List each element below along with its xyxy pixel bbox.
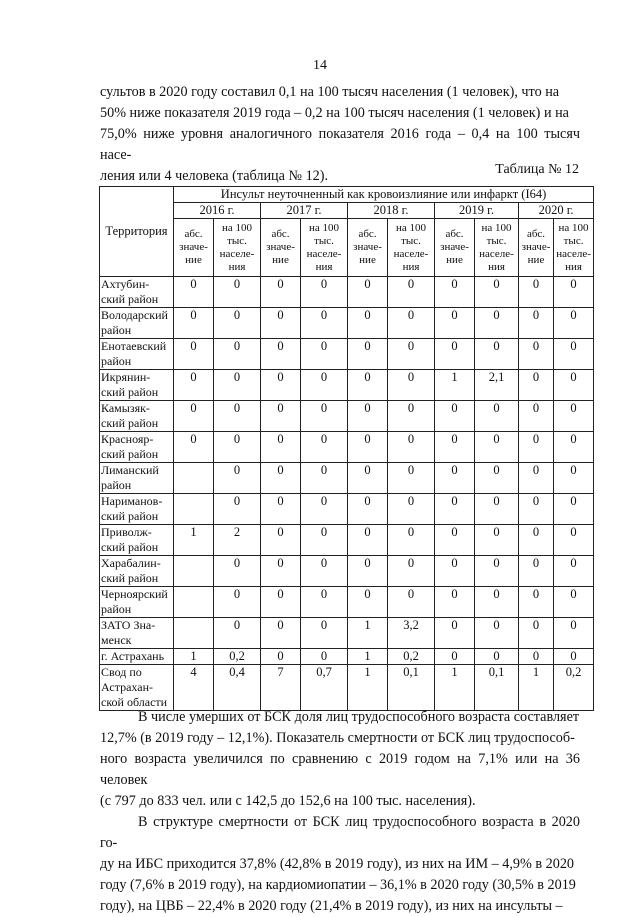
rate-value-cell: 0 xyxy=(554,432,594,463)
table-body xyxy=(100,277,594,711)
abs-value-cell xyxy=(174,463,214,494)
territory-cell: Лиманский район xyxy=(100,463,174,494)
rate-value-cell: 0 xyxy=(214,277,261,308)
abs-value-cell: 4 xyxy=(174,665,214,711)
rate-value-cell: 0,1 xyxy=(388,665,435,711)
rate-value-cell: 0 xyxy=(388,401,435,432)
abs-value-cell: 0 xyxy=(261,649,301,665)
rate-value-cell: 0 xyxy=(214,494,261,525)
rate-value-cell: 3,2 xyxy=(388,618,435,649)
rate-value-cell: 0 xyxy=(475,339,519,370)
rate-value-cell: 0 xyxy=(475,401,519,432)
table-row xyxy=(100,277,594,308)
abs-value-cell: 0 xyxy=(348,277,388,308)
table-row xyxy=(100,401,594,432)
abs-value-cell: 0 xyxy=(348,401,388,432)
rate-value-cell: 0 xyxy=(214,463,261,494)
table-row xyxy=(100,587,594,618)
abs-value-cell: 0 xyxy=(348,432,388,463)
rate-value-cell: 0 xyxy=(554,525,594,556)
table-row xyxy=(100,308,594,339)
rate-value-cell: 0 xyxy=(554,401,594,432)
sub-header-per100k: на 100 тыс. населе-ния xyxy=(475,219,519,277)
abs-value-cell: 0 xyxy=(261,370,301,401)
rate-value-cell: 0 xyxy=(388,308,435,339)
abs-value-cell xyxy=(174,494,214,525)
territory-cell: Нариманов-ский район xyxy=(100,494,174,525)
abs-value-cell: 0 xyxy=(261,401,301,432)
abs-value-cell: 0 xyxy=(519,432,554,463)
abs-value-cell: 0 xyxy=(348,525,388,556)
table-row xyxy=(100,339,594,370)
abs-value-cell: 1 xyxy=(348,665,388,711)
territory-cell: Володарский район xyxy=(100,308,174,339)
rate-value-cell: 0 xyxy=(301,649,348,665)
text-line: 50% ниже показателя 2019 года – 0,2 на 100 тысяч населения (1 человек) и на xyxy=(100,105,569,121)
sub-header-per100k: на 100 тыс. населе-ния xyxy=(214,219,261,277)
rate-value-cell: 0 xyxy=(214,432,261,463)
rate-value-cell: 0 xyxy=(301,618,348,649)
table-row xyxy=(100,618,594,649)
rate-value-cell: 0 xyxy=(214,370,261,401)
abs-value-cell: 0 xyxy=(174,370,214,401)
abs-value-cell: 0 xyxy=(261,587,301,618)
rate-value-cell: 0 xyxy=(301,308,348,339)
abs-value-cell: 0 xyxy=(261,308,301,339)
rate-value-cell: 0 xyxy=(301,370,348,401)
territory-cell: Свод по Астрахан-ской области xyxy=(100,665,174,711)
abs-value-cell: 0 xyxy=(348,339,388,370)
rate-value-cell: 0,7 xyxy=(301,665,348,711)
rate-value-cell: 0 xyxy=(475,494,519,525)
abs-value-cell: 0 xyxy=(261,494,301,525)
rate-value-cell: 0 xyxy=(388,463,435,494)
rate-value-cell: 0 xyxy=(214,308,261,339)
text-line: 12,7% (в 2019 году – 12,1%). Показатель смертности от БСК лиц трудоспособ- xyxy=(100,730,575,746)
abs-value-cell xyxy=(174,587,214,618)
table-caption: Таблица № 12 xyxy=(495,162,579,177)
paragraph-2 xyxy=(100,707,580,917)
table-row xyxy=(100,463,594,494)
rate-value-cell: 0,2 xyxy=(388,649,435,665)
rate-value-cell: 0 xyxy=(301,401,348,432)
table-row xyxy=(100,665,594,711)
rate-value-cell: 0 xyxy=(554,587,594,618)
rate-value-cell: 0 xyxy=(554,277,594,308)
rate-value-cell: 0 xyxy=(388,432,435,463)
rate-value-cell: 0 xyxy=(475,649,519,665)
text-line: году), на ЦВБ – 22,4% в 2020 году (21,4% в 2019 году), из них на инсульты – xyxy=(100,898,563,914)
page-number: 14 xyxy=(313,58,327,73)
rate-value-cell: 0 xyxy=(388,339,435,370)
rate-value-cell: 0,2 xyxy=(554,665,594,711)
rate-value-cell: 0 xyxy=(301,525,348,556)
territory-cell: Черноярский район xyxy=(100,587,174,618)
rate-value-cell: 0,2 xyxy=(214,649,261,665)
rate-value-cell: 0 xyxy=(301,587,348,618)
text-line: В структуре смертности от БСК лиц трудоспособного возраста в 2020 го- xyxy=(100,814,580,851)
abs-value-cell: 0 xyxy=(348,556,388,587)
rate-value-cell: 0 xyxy=(214,587,261,618)
abs-value-cell: 0 xyxy=(435,525,475,556)
rate-value-cell: 0 xyxy=(388,370,435,401)
text-line: ления или 4 человека (таблица № 12). xyxy=(100,168,329,184)
year-header: 2016 г. xyxy=(174,203,261,219)
year-header: 2019 г. xyxy=(435,203,519,219)
abs-value-cell: 0 xyxy=(435,277,475,308)
abs-value-cell: 0 xyxy=(519,308,554,339)
stroke-table xyxy=(99,186,594,711)
abs-value-cell: 1 xyxy=(519,665,554,711)
sub-header-abs: абс. значе-ние xyxy=(519,219,554,277)
rate-value-cell: 0,4 xyxy=(214,665,261,711)
table-row xyxy=(100,525,594,556)
rate-value-cell: 0 xyxy=(301,339,348,370)
table-row xyxy=(100,556,594,587)
rate-value-cell: 0 xyxy=(388,525,435,556)
text-line: (с 797 до 833 чел. или с 142,5 до 152,6 на 100 тыс. населения). xyxy=(100,793,476,809)
rate-value-cell: 0 xyxy=(301,463,348,494)
rate-value-cell: 0 xyxy=(214,339,261,370)
rate-value-cell: 0 xyxy=(475,432,519,463)
territory-cell: Камызяк-ский район xyxy=(100,401,174,432)
abs-value-cell: 0 xyxy=(174,401,214,432)
territory-cell: г. Астрахань xyxy=(100,649,174,665)
abs-value-cell: 0 xyxy=(519,525,554,556)
abs-value-cell: 0 xyxy=(435,432,475,463)
text-line: ного возраста увеличился по сравнению с 2019 годом на 7,1% или на 36 человек xyxy=(100,751,580,788)
rate-value-cell: 2 xyxy=(214,525,261,556)
rate-value-cell: 0 xyxy=(301,277,348,308)
abs-value-cell: 0 xyxy=(261,463,301,494)
rate-value-cell: 0 xyxy=(301,556,348,587)
abs-value-cell: 0 xyxy=(348,308,388,339)
table-row xyxy=(100,649,594,665)
abs-value-cell xyxy=(174,618,214,649)
rate-value-cell: 0 xyxy=(554,308,594,339)
abs-value-cell: 1 xyxy=(174,525,214,556)
table-row xyxy=(100,432,594,463)
rate-value-cell: 0 xyxy=(388,494,435,525)
abs-value-cell: 0 xyxy=(348,370,388,401)
abs-value-cell: 0 xyxy=(174,308,214,339)
rate-value-cell: 0 xyxy=(475,463,519,494)
abs-value-cell: 0 xyxy=(174,432,214,463)
year-header: 2017 г. xyxy=(261,203,348,219)
abs-value-cell: 1 xyxy=(348,649,388,665)
table-row xyxy=(100,494,594,525)
territory-cell: Краснояр-ский район xyxy=(100,432,174,463)
territory-cell: Ахтубин-ский район xyxy=(100,277,174,308)
text-line: сультов в 2020 году составил 0,1 на 100 тысяч населения (1 человек), что на xyxy=(100,84,560,100)
abs-value-cell: 0 xyxy=(435,308,475,339)
abs-value-cell: 0 xyxy=(519,618,554,649)
abs-value-cell: 0 xyxy=(519,494,554,525)
sub-header-per100k: на 100 тыс. населе-ния xyxy=(388,219,435,277)
rate-value-cell: 0 xyxy=(554,556,594,587)
text-line: В числе умерших от БСК доля лиц трудоспособного возраста составляет xyxy=(138,709,580,725)
rate-value-cell: 0 xyxy=(554,339,594,370)
territory-cell: Приволж-ский район xyxy=(100,525,174,556)
abs-value-cell: 0 xyxy=(435,494,475,525)
text-line: году (7,6% в 2019 году), на кардиомиопатии – 36,1% в 2020 году (30,5% в 2019 xyxy=(100,877,576,893)
abs-value-cell: 0 xyxy=(435,463,475,494)
abs-value-cell: 0 xyxy=(261,618,301,649)
year-header: 2020 г. xyxy=(519,203,594,219)
sub-header-abs: абс. значе-ние xyxy=(348,219,388,277)
abs-value-cell: 1 xyxy=(435,370,475,401)
rate-value-cell: 0 xyxy=(214,618,261,649)
abs-value-cell: 0 xyxy=(519,277,554,308)
abs-value-cell: 1 xyxy=(435,665,475,711)
abs-value-cell: 0 xyxy=(348,587,388,618)
territory-cell: ЗАТО Зна-менск xyxy=(100,618,174,649)
sub-header-abs: абс. значе-ние xyxy=(261,219,301,277)
territory-cell: Харабалин-ский район xyxy=(100,556,174,587)
year-header: 2018 г. xyxy=(348,203,435,219)
rate-value-cell: 0 xyxy=(475,618,519,649)
rate-value-cell: 0 xyxy=(554,649,594,665)
rate-value-cell: 2,1 xyxy=(475,370,519,401)
abs-value-cell: 1 xyxy=(174,649,214,665)
rate-value-cell: 0 xyxy=(554,494,594,525)
territory-header: Территория xyxy=(100,187,174,277)
abs-value-cell: 0 xyxy=(519,370,554,401)
rate-value-cell: 0 xyxy=(301,432,348,463)
rate-value-cell: 0 xyxy=(388,277,435,308)
abs-value-cell: 0 xyxy=(519,339,554,370)
rate-value-cell: 0 xyxy=(475,277,519,308)
rate-value-cell: 0 xyxy=(554,463,594,494)
abs-value-cell: 0 xyxy=(435,339,475,370)
rate-value-cell: 0 xyxy=(214,556,261,587)
abs-value-cell: 0 xyxy=(174,277,214,308)
abs-value-cell: 1 xyxy=(348,618,388,649)
abs-value-cell: 0 xyxy=(261,339,301,370)
abs-value-cell: 0 xyxy=(261,525,301,556)
rate-value-cell: 0 xyxy=(475,587,519,618)
territory-cell: Икрянин-ский район xyxy=(100,370,174,401)
territory-cell: Енотаевский район xyxy=(100,339,174,370)
abs-value-cell: 0 xyxy=(519,556,554,587)
sub-header-abs: абс. значе-ние xyxy=(174,219,214,277)
sub-header-abs: абс. значе-ние xyxy=(435,219,475,277)
abs-value-cell: 0 xyxy=(261,432,301,463)
rate-value-cell: 0 xyxy=(388,587,435,618)
rate-value-cell: 0 xyxy=(214,401,261,432)
abs-value-cell: 0 xyxy=(435,618,475,649)
rate-value-cell: 0 xyxy=(301,494,348,525)
text-line: ду на ИБС приходится 37,8% (42,8% в 2019 году), из них на ИМ – 4,9% в 2020 xyxy=(100,856,575,872)
rate-value-cell: 0 xyxy=(475,556,519,587)
abs-value-cell: 0 xyxy=(519,463,554,494)
abs-value-cell: 0 xyxy=(261,277,301,308)
rate-value-cell: 0 xyxy=(388,556,435,587)
text-line: 75,0% ниже уровня аналогичного показателя 2016 года – 0,4 на 100 тысяч насе- xyxy=(100,126,580,163)
rate-value-cell: 0 xyxy=(475,525,519,556)
abs-value-cell: 0 xyxy=(435,401,475,432)
abs-value-cell: 0 xyxy=(348,463,388,494)
abs-value-cell: 0 xyxy=(519,587,554,618)
sub-header-per100k: на 100 тыс. населе-ния xyxy=(301,219,348,277)
abs-value-cell: 0 xyxy=(174,339,214,370)
table-row xyxy=(100,370,594,401)
rate-value-cell: 0 xyxy=(554,370,594,401)
abs-value-cell xyxy=(174,556,214,587)
rate-value-cell: 0 xyxy=(554,618,594,649)
rate-value-cell: 0 xyxy=(475,308,519,339)
sub-header-per100k: на 100 тыс. населе-ния xyxy=(554,219,594,277)
abs-value-cell: 0 xyxy=(435,587,475,618)
abs-value-cell: 0 xyxy=(348,494,388,525)
rate-value-cell: 0,1 xyxy=(475,665,519,711)
abs-value-cell: 0 xyxy=(435,649,475,665)
table-title: Инсульт неуточненный как кровоизлияние или инфаркт (I64) xyxy=(174,187,594,203)
abs-value-cell: 0 xyxy=(261,556,301,587)
abs-value-cell: 0 xyxy=(519,401,554,432)
abs-value-cell: 0 xyxy=(519,649,554,665)
abs-value-cell: 7 xyxy=(261,665,301,711)
abs-value-cell: 0 xyxy=(435,556,475,587)
